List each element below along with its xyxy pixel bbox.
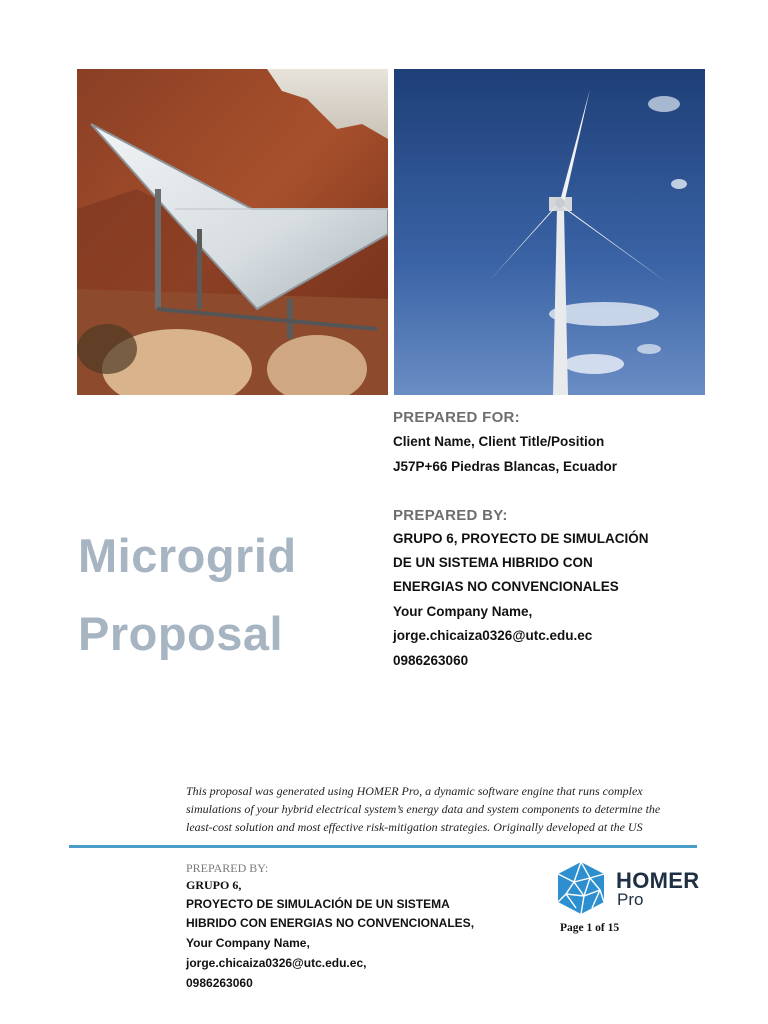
page-title-line2: Proposal xyxy=(78,607,284,660)
logo-subtitle: Pro xyxy=(617,890,644,909)
footer-line: PROYECTO DE SIMULACIÓN DE UN SISTEMA xyxy=(186,897,450,911)
prepared-by-line: DE UN SISTEMA HIBRIDO CON xyxy=(393,555,593,570)
prepared-by-heading: PREPARED BY: xyxy=(393,507,508,524)
intro-line: This proposal was generated using HOMER Pro, a dynamic software engine that runs complex xyxy=(186,784,643,798)
footer-divider xyxy=(69,845,697,848)
solar-panel-photo xyxy=(77,69,388,395)
page-title-line1: Microgrid xyxy=(78,529,297,582)
footer-email-line: jorge.chicaiza0326@utc.edu.ec, xyxy=(186,956,367,970)
prepared-for-heading: PREPARED FOR: xyxy=(393,409,520,426)
intro-line: simulations of your hybrid electrical system’s energy data and system components to determine the xyxy=(186,802,661,816)
footer-line: GRUPO 6, xyxy=(186,878,242,892)
prepared-by-line: GRUPO 6, PROYECTO DE SIMULACIÓN xyxy=(393,531,649,546)
phone-line: 0986263060 xyxy=(393,653,469,668)
prepared-by-line: ENERGIAS NO CONVENCIONALES xyxy=(393,579,619,594)
homer-pro-logo xyxy=(554,860,704,920)
email-line: jorge.chicaiza0326@utc.edu.ec xyxy=(393,628,593,643)
footer-phone-line: 0986263060 xyxy=(186,976,253,990)
homer-globe-icon xyxy=(554,860,608,916)
company-name-line: Your Company Name, xyxy=(393,604,533,619)
client-name-line: Client Name, Client Title/Position xyxy=(393,434,605,449)
logo-name: HOMER xyxy=(616,868,700,893)
page-number: Page 1 of 15 xyxy=(560,922,620,934)
footer-line: HIBRIDO CON ENERGIAS NO CONVENCIONALES, xyxy=(186,916,475,930)
wind-turbine-photo xyxy=(394,69,705,395)
intro-line: least-cost solution and most effective risk-mitigation strategies. Originally developed at the US xyxy=(186,820,643,834)
footer-company-line: Your Company Name, xyxy=(186,936,310,950)
intro-paragraph xyxy=(186,782,706,836)
client-address-line: J57P+66 Piedras Blancas, Ecuador xyxy=(393,459,618,474)
footer-prepared-by-heading: PREPARED BY: xyxy=(186,861,269,875)
